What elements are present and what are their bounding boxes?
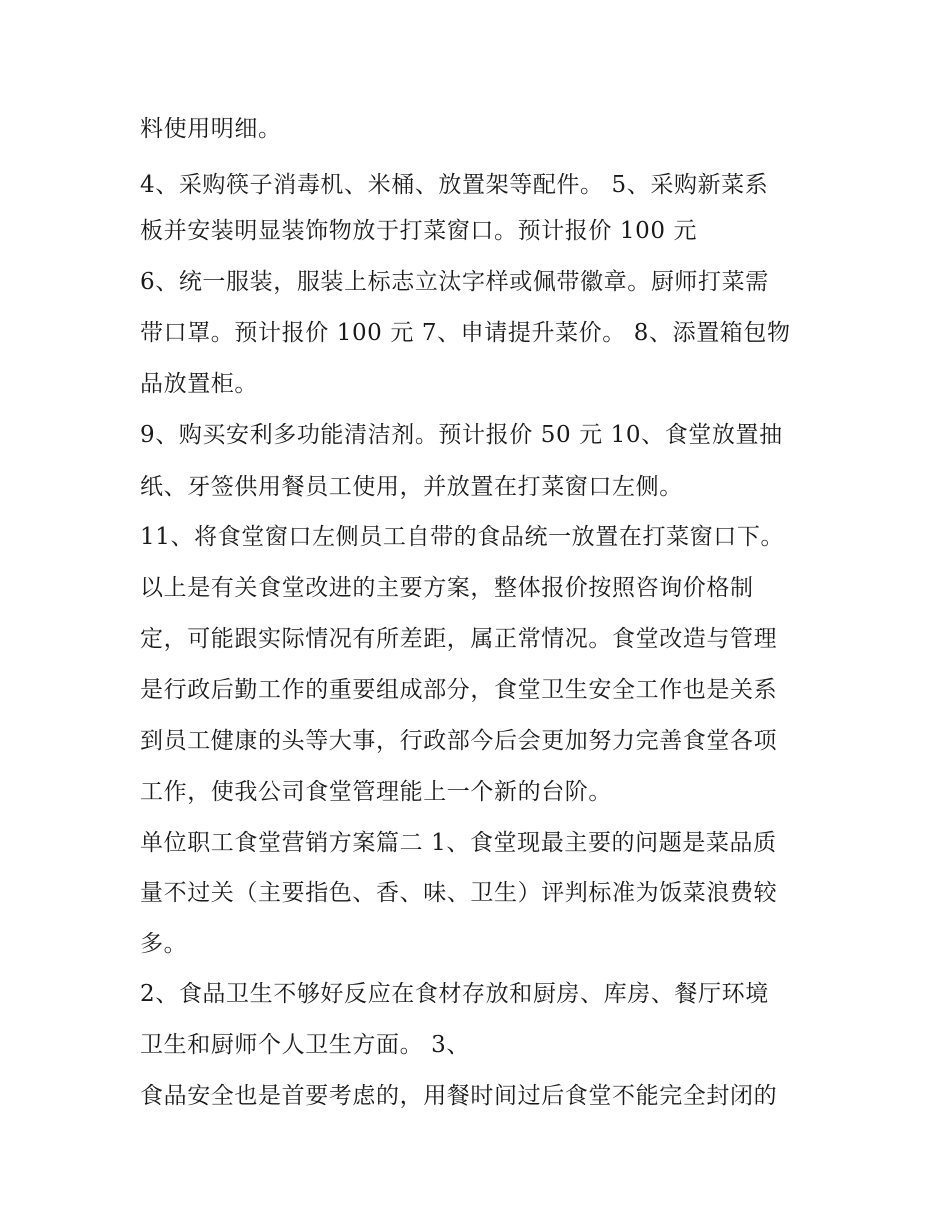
text-line: 以上是有关食堂改进的主要方案，整体报价按照咨询价格制	[140, 575, 754, 601]
text-line: 多。	[140, 931, 188, 957]
text-line: 卫生和厨师个人卫生方面。 3、	[140, 1032, 470, 1058]
text-line: 是行政后勤工作的重要组成部分，食堂卫生安全工作也是关系	[140, 677, 778, 703]
text-line: 品放置柜。	[140, 371, 258, 397]
text-line: 工作，使我公司食堂管理能上一个新的台阶。	[140, 779, 612, 805]
text-line: 2、食品卫生不够好反应在食材存放和厨房、库房、餐厅环境	[140, 981, 769, 1007]
text-line: 单位职工食堂营销方案篇二 1、食堂现最主要的问题是菜品质	[140, 830, 777, 856]
text-line: 定，可能跟实际情况有所差距，属正常情况。食堂改造与管理	[140, 626, 778, 652]
text-line: 11、将食堂窗口左侧员工自带的食品统一放置在打菜窗口下。	[140, 524, 785, 550]
text-line: 量不过关（主要指色、香、味、卫生）评判标准为饭菜浪费较	[140, 880, 778, 906]
text-line: 带口罩。预计报价 100 元 7、申请提升菜价。 8、添置箱包物	[140, 320, 791, 346]
text-line: 9、购买安利多功能清洁剂。预计报价 50 元 10、食堂放置抽	[140, 422, 783, 448]
text-line: 到员工健康的头等大事，行政部今后会更加努力完善食堂各项	[140, 728, 778, 754]
text-line: 6、统一服装，服装上标志立汰字样或佩带徽章。厨师打菜需	[140, 269, 769, 295]
text-line: 食品安全也是首要考虑的，用餐时间过后食堂不能完全封闭的	[140, 1083, 778, 1109]
text-line: 4、采购筷子消毒机、米桶、放置架等配件。 5、采购新菜系	[140, 172, 769, 198]
text-line: 料使用明细。	[140, 116, 282, 142]
text-line: 板并安装明显装饰物放于打菜窗口。预计报价 100 元	[140, 218, 698, 244]
text-line: 纸、牙签供用餐员工使用，并放置在打菜窗口左侧。	[140, 474, 683, 500]
